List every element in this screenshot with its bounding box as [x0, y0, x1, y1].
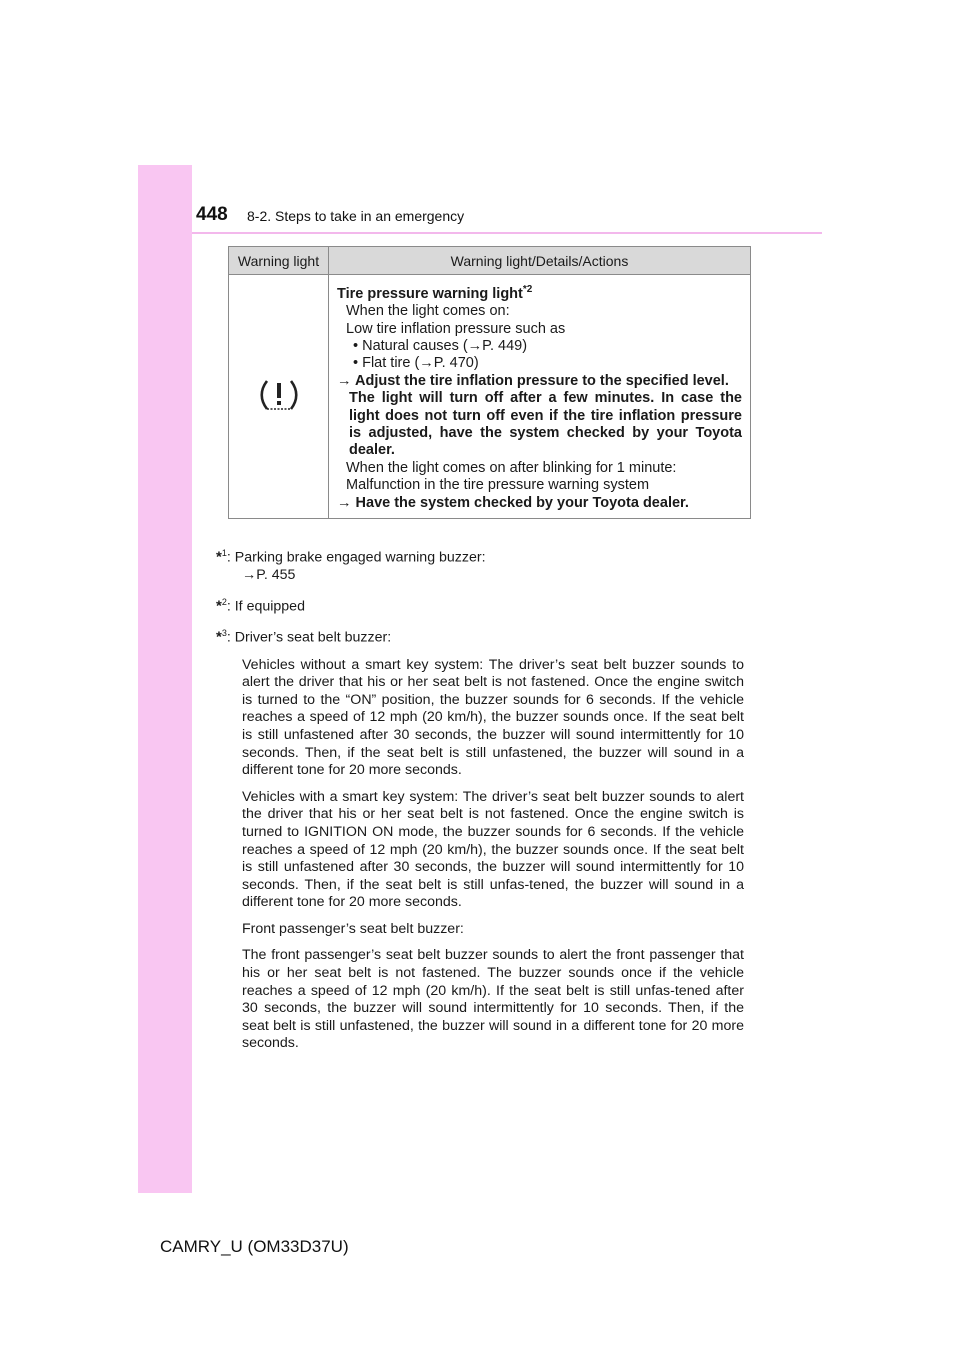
title-footnote-ref: *2	[522, 284, 533, 295]
footnote-2: *$^2$: If equipped	[216, 596, 305, 615]
action-have-checked: → Have the system checked by your Toyota dealer.	[337, 494, 689, 511]
detail-line: Malfunction in the tire pressure warning system	[346, 477, 650, 494]
footnote-1: *$^1$: Parking brake engaged warning buzzer: →P. 455	[216, 545, 744, 585]
footnote-3-paragraph: Front passenger’s seat belt buzzer:	[242, 920, 464, 937]
page-number: 448	[196, 204, 228, 225]
table-row	[229, 275, 751, 519]
action-adjust-continuation: The light will turn off after a few minutes. In case the light does not turn off even if the tire inflation pressure is adjusted, have the system checked by your Toyota dealer.	[349, 390, 742, 459]
footer-model-code: CAMRY_U (OM33D37U)	[160, 1237, 349, 1256]
footnote-3-paragraph: Vehicles with a smart key system: The driver’s seat belt buzzer sounds to alert the driver that his or her seat belt is not fastened. Once the engine switch is turned to IGNITION ON mode, the buzzer sounds for 6 seconds. If the vehicle reaches a speed of 12 mph (20 km/h), the buzzer sounds once. If the seat belt is still unfastened after 30 seconds, the buzzer will sound intermittently for 10 seconds. Then, if the seat belt is still unfas-tened, the buzzer will sound in a different tone for 20 more seconds.	[242, 788, 744, 911]
action-adjust-pressure: → Adjust the tire inflation pressure to the specified level.	[337, 372, 729, 389]
header-divider	[192, 232, 822, 234]
side-tab-bar	[138, 165, 192, 1193]
detail-line: Low tire inflation pressure such as	[346, 320, 566, 337]
bullet-flat-tire: • Flat tire (→P. 470)	[353, 355, 479, 372]
column-header-details: Warning light/Details/Actions	[329, 247, 751, 275]
footnote-1-reference: →P. 455	[242, 567, 296, 584]
column-header-warning-light: Warning light	[229, 247, 329, 275]
table-header-row	[229, 247, 751, 275]
detail-line: When the light comes on:	[346, 303, 510, 320]
footnote-3-paragraph: The front passenger’s seat belt buzzer sounds to alert the front passenger that his or her seat belt is not fastened. The buzzer sounds once if the vehicle reaches a speed of 12 mph (20 km/h). If the seat belt is still unfas-tened after 30 seconds, the buzzer will sound intermittently for 10 seconds. Then, if the seat belt is still unfastened, the buzzer will sound in a different tone for 20 more seconds.	[242, 947, 744, 1052]
detail-line: When the light comes on after blinking for 1 minute:	[346, 459, 677, 476]
warning-light-table	[228, 246, 751, 519]
warning-details-cell	[329, 275, 751, 519]
tire-pressure-warning-icon	[258, 377, 300, 413]
arrow-icon: →	[337, 372, 352, 389]
section-title: 8-2. Steps to take in an emergency	[247, 208, 465, 224]
footnote-3: *$^3$: Driver’s seat belt buzzer:	[216, 628, 392, 646]
bullet-natural-causes: • Natural causes (→P. 449)	[353, 338, 528, 355]
warning-light-cell	[229, 275, 329, 519]
warning-title: Tire pressure warning light$^{*2}$	[337, 284, 533, 302]
arrow-icon: →	[337, 494, 352, 511]
footnote-3-paragraph: Vehicles without a smart key system: The driver’s seat belt buzzer sounds to alert the driver that his or her seat belt is not fastened. Once the engine switch is turned to the “ON” position, the buzzer sounds for 6 seconds. If the vehicle reaches a speed of 12 mph (20 km/h), the buzzer sounds once. If the seat belt is still unfastened after 30 seconds, the buzzer will sound intermittently for 10 seconds. Then, if the seat belt is still unfastened, the buzzer will sound in a different tone for 20 more seconds.	[242, 656, 744, 779]
footnotes	[216, 545, 744, 1062]
